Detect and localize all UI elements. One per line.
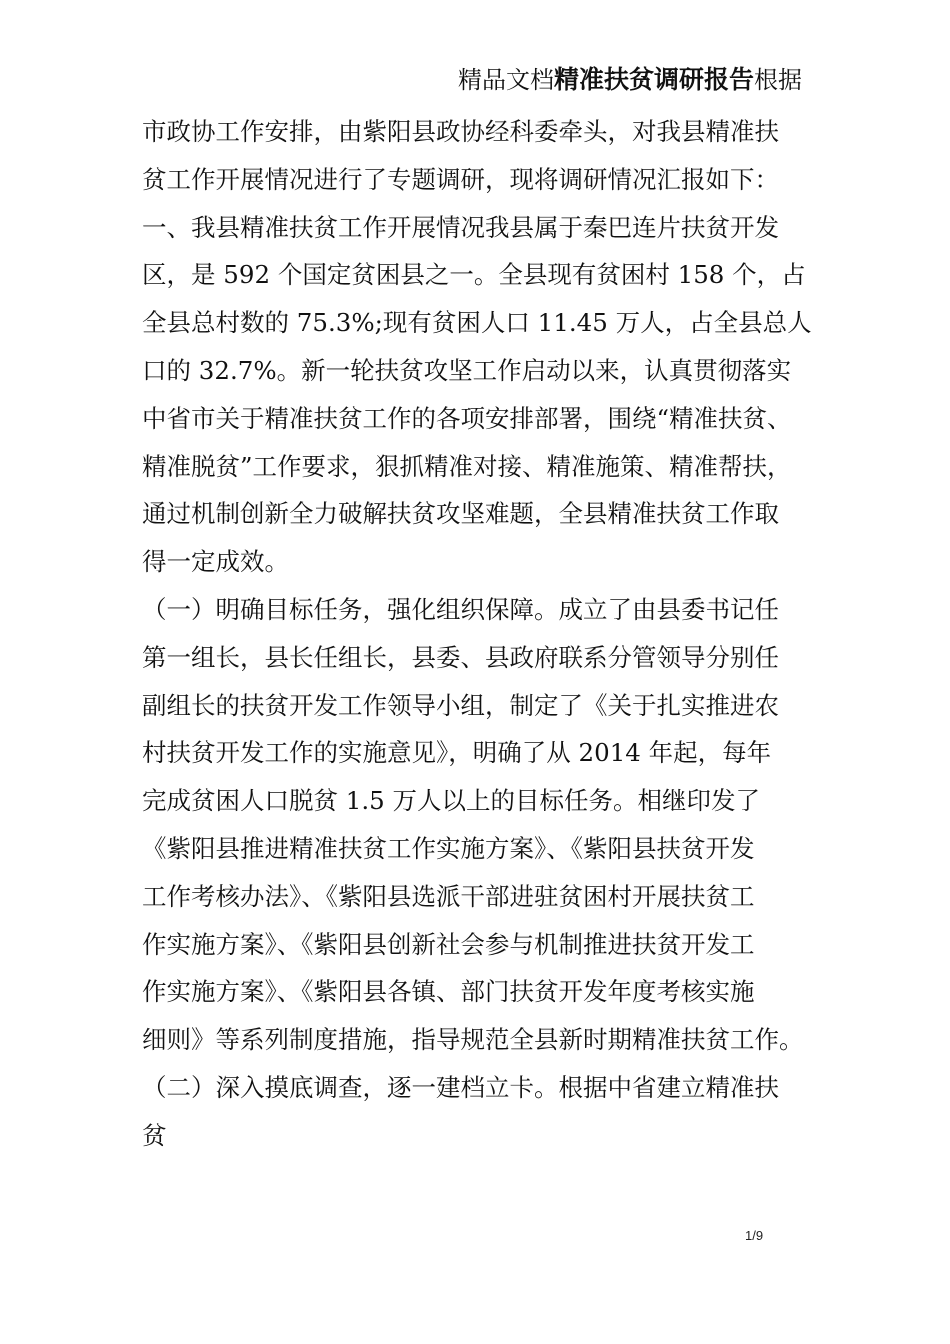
text-line: 口的 32.7%。新一轮扶贫攻坚工作启动以来，认真贯彻落实 [142,355,792,385]
text-line: 《紫阳县推进精准扶贫工作实施方案》、《紫阳县扶贫开发 [142,833,755,863]
text-line: 全县总村数的 75.3%;现有贫困人口 11.45 万人，占全县总人 [142,308,812,338]
body-text [142,108,814,1160]
text-line: 精准脱贫”工作要求，狠抓精准对接、精准施策、精准帮扶， [142,451,792,481]
text-line: （二）深入摸底调查，逐一建档立卡。根据中省建立精准扶 [142,1072,779,1102]
text-line: 作实施方案》、《紫阳县各镇、部门扶贫开发年度考核实施 [142,977,755,1007]
text-line: 工作考核办法》、《紫阳县选派干部进驻贫困村开展扶贫工 [142,881,755,911]
text-line: 得一定成效。 [142,547,289,577]
text-line: 贫工作开展情况进行了专题调研，现将调研情况汇报如下： [142,164,779,194]
header-prefix: 精品文档 [457,66,554,94]
text-line: 区，是 592 个国定贫困县之一。全县现有贫困村 158 个，占 [142,260,806,290]
text-line: 完成贫困人口脱贫 1.5 万人以上的目标任务。相继印发了 [142,786,761,816]
text-line: 中省市关于精准扶贫工作的各项安排部署，围绕“精准扶贫、 [142,403,792,433]
page-header [458,64,802,96]
document-title: 精准扶贫调研报告 [553,65,754,94]
text-line: 村扶贫开发工作的实施意见》，明确了从 2014 年起，每年 [142,738,772,768]
text-line: 副组长的扶贫开发工作领导小组，制定了《关于扎实推进农 [142,690,779,720]
text-line: 市政协工作安排，由紫阳县政协经科委牵头，对我县精准扶 [142,117,779,146]
text-line: 一、我县精准扶贫工作开展情况我县属于秦巴连片扶贫开发 [142,212,779,242]
header-suffix: 根据 [754,66,802,94]
text-line: 作实施方案》、《紫阳县创新社会参与机制推进扶贫开发工 [142,929,755,959]
text-line: （一）明确目标任务，强化组织保障。成立了由县委书记任 [142,594,779,624]
text-line: 细则》等系列制度措施，指导规范全县新时期精准扶贫工作。 [142,1025,804,1055]
text-line: 贫 [142,1120,167,1150]
page-number: 1/9 [745,1228,764,1243]
text-line: 通过机制创新全力破解扶贫攻坚难题，全县精准扶贫工作取 [142,499,779,529]
text-line: 第一组长，县长任组长，县委、县政府联系分管领导分别任 [142,642,779,672]
